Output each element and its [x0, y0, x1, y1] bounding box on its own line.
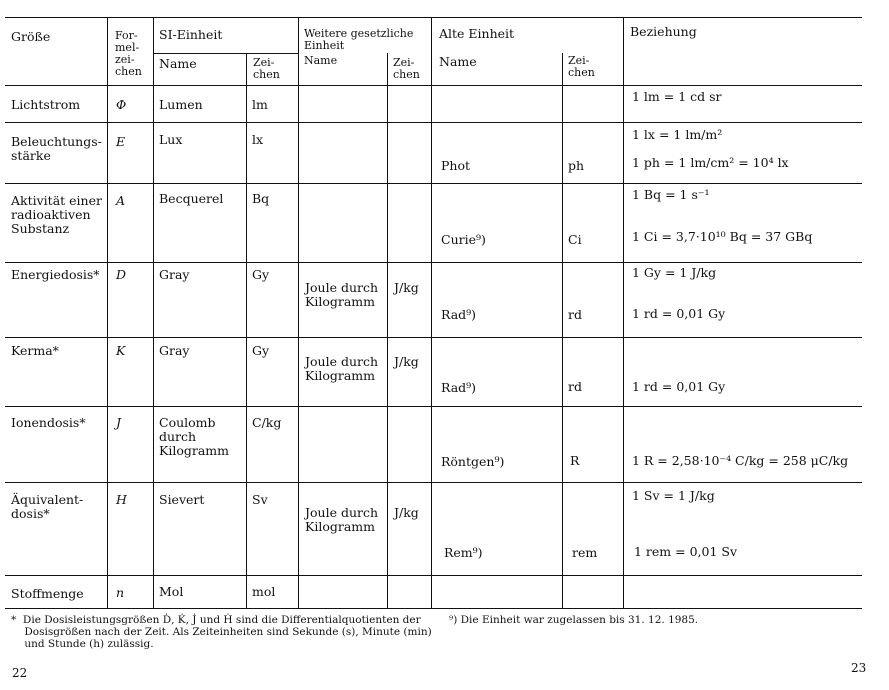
cell-beziehung: 1 Sv = 1 J/kg: [632, 488, 715, 503]
cell-weitere-name: Joule durch Kilogramm: [305, 280, 379, 309]
cell-symbol: Φ: [116, 97, 127, 112]
cell-groesse: Beleuchtungs- stärke: [11, 134, 102, 163]
cell-si-zeichen: C/kg: [252, 415, 282, 430]
bottom-rule: [5, 608, 862, 609]
col-rule: [387, 53, 388, 608]
cell-beziehung: 1 lm = 1 cd sr: [632, 89, 722, 104]
cell-symbol: E: [116, 134, 126, 149]
col-rule: [431, 17, 432, 608]
cell-beziehung: 1 rd = 0,01 Gy: [632, 306, 726, 321]
cell-symbol: K: [116, 343, 126, 358]
header-groesse: Größe: [11, 29, 51, 44]
col-rule: [562, 53, 563, 608]
header-si-einheit: SI-Einheit: [159, 27, 223, 42]
header-weitere-zeichen: Zei- chen: [393, 56, 420, 81]
cell-si-zeichen: Sv: [252, 492, 268, 507]
cell-weitere-zeichen: J/kg: [394, 505, 419, 520]
cell-alte-zeichen: R: [570, 453, 580, 468]
cell-beziehung: 1 Bq = 1 s⁻¹: [632, 187, 710, 202]
header-formelzeichen: For- mel- zei- chen: [115, 29, 142, 78]
cell-groesse: Äquivalent- dosis*: [11, 492, 84, 521]
cell-alte-zeichen: rd: [568, 379, 582, 394]
cell-si-name: Lumen: [159, 97, 203, 112]
cell-si-name: Becquerel: [159, 191, 224, 206]
cell-beziehung: 1 Gy = 1 J/kg: [632, 265, 717, 280]
cell-si-name: Lux: [159, 132, 183, 147]
header-si-name: Name: [159, 56, 197, 71]
col-rule: [107, 17, 108, 608]
page-number-left: 22: [12, 666, 28, 680]
cell-si-name: Gray: [159, 267, 190, 282]
row-rule: [5, 406, 862, 407]
cell-weitere-zeichen: J/kg: [394, 280, 419, 295]
cell-alte-name: Rad⁹): [441, 380, 477, 395]
cell-si-zeichen: lm: [252, 97, 268, 112]
cell-symbol: n: [116, 585, 125, 600]
header-weitere: Weitere gesetzliche Einheit: [304, 27, 414, 52]
cell-si-zeichen: Gy: [252, 267, 270, 282]
top-rule: [5, 17, 862, 18]
header-subrule-si: [153, 53, 298, 54]
header-beziehung: Beziehung: [630, 24, 697, 39]
cell-beziehung: 1 rd = 0,01 Gy: [632, 379, 726, 394]
cell-groesse: Kerma*: [11, 343, 59, 358]
cell-alte-name: Rad⁹): [441, 307, 477, 322]
row-rule: [5, 183, 862, 184]
cell-beziehung: 1 R = 2,58·10⁻⁴ C/kg = 258 μC/kg: [632, 453, 849, 468]
cell-symbol: D: [116, 267, 127, 282]
cell-alte-name: Röntgen⁹): [441, 454, 505, 469]
row-rule: [5, 122, 862, 123]
cell-groesse: Stoffmenge: [11, 586, 84, 601]
cell-alte-zeichen: Ci: [568, 232, 582, 247]
cell-alte-zeichen: rd: [568, 307, 582, 322]
cell-symbol: A: [116, 193, 126, 208]
row-rule: [5, 482, 862, 483]
cell-si-name: Mol: [159, 584, 184, 599]
cell-alte-name: Curie⁹): [441, 232, 486, 247]
cell-alte-name: Phot: [441, 158, 471, 173]
cell-si-zeichen: mol: [252, 584, 276, 599]
col-rule: [153, 17, 154, 608]
cell-groesse: Energiedosis*: [11, 267, 100, 282]
row-rule: [5, 337, 862, 338]
row-rule: [5, 575, 862, 576]
cell-symbol: H: [116, 492, 127, 507]
cell-si-zeichen: Gy: [252, 343, 270, 358]
cell-groesse: Lichtstrom: [11, 97, 81, 112]
col-rule: [623, 17, 624, 608]
cell-alte-name: Rem⁹): [444, 545, 483, 560]
cell-si-name: Sievert: [159, 492, 205, 507]
cell-weitere-name: Joule durch Kilogramm: [305, 354, 379, 383]
header-si-zeichen: Zei- chen: [253, 56, 280, 81]
cell-beziehung: 1 rem = 0,01 Sv: [634, 544, 738, 559]
cell-symbol: J: [116, 415, 122, 430]
cell-alte-zeichen: ph: [568, 158, 585, 173]
cell-groesse: Ionendosis*: [11, 415, 86, 430]
page-number-right: 23: [851, 661, 867, 675]
header-rule: [5, 85, 862, 86]
cell-si-zeichen: Bq: [252, 191, 270, 206]
header-alte-zeichen: Zei- chen: [568, 54, 595, 79]
cell-alte-zeichen: rem: [572, 545, 598, 560]
cell-beziehung: 1 ph = 1 lm/cm² = 10⁴ lx: [632, 155, 789, 170]
cell-si-zeichen: lx: [252, 132, 264, 147]
footnote-right: ⁹) Die Einheit war zugelassen bis 31. 12. 1985.: [449, 614, 699, 626]
header-weitere-name: Name: [304, 54, 338, 67]
cell-si-name: Gray: [159, 343, 190, 358]
cell-weitere-name: Joule durch Kilogramm: [305, 505, 379, 534]
cell-beziehung: 1 lx = 1 lm/m²: [632, 127, 723, 142]
cell-si-name: Coulomb durch Kilogramm: [159, 415, 229, 458]
cell-beziehung: 1 Ci = 3,7·10¹⁰ Bq = 37 GBq: [632, 229, 813, 244]
col-rule: [246, 53, 247, 608]
cell-weitere-zeichen: J/kg: [394, 354, 419, 369]
header-alte: Alte Einheit: [439, 26, 515, 41]
col-rule: [298, 17, 299, 608]
cell-groesse: Aktivität einer radioaktiven Substanz: [11, 193, 102, 236]
footnote-left: * Die Dosisleistungsgrößen Ḋ, K̇, J̇ und Ḣ sind die Differentialquotienten der Dosisgrößen nach der Zeit. Als Zeiteinheiten sind Sekunde (s), Minute (min) und Stunde (h) zulässig.: [11, 614, 432, 650]
header-alte-name: Name: [439, 54, 477, 69]
row-rule: [5, 262, 862, 263]
